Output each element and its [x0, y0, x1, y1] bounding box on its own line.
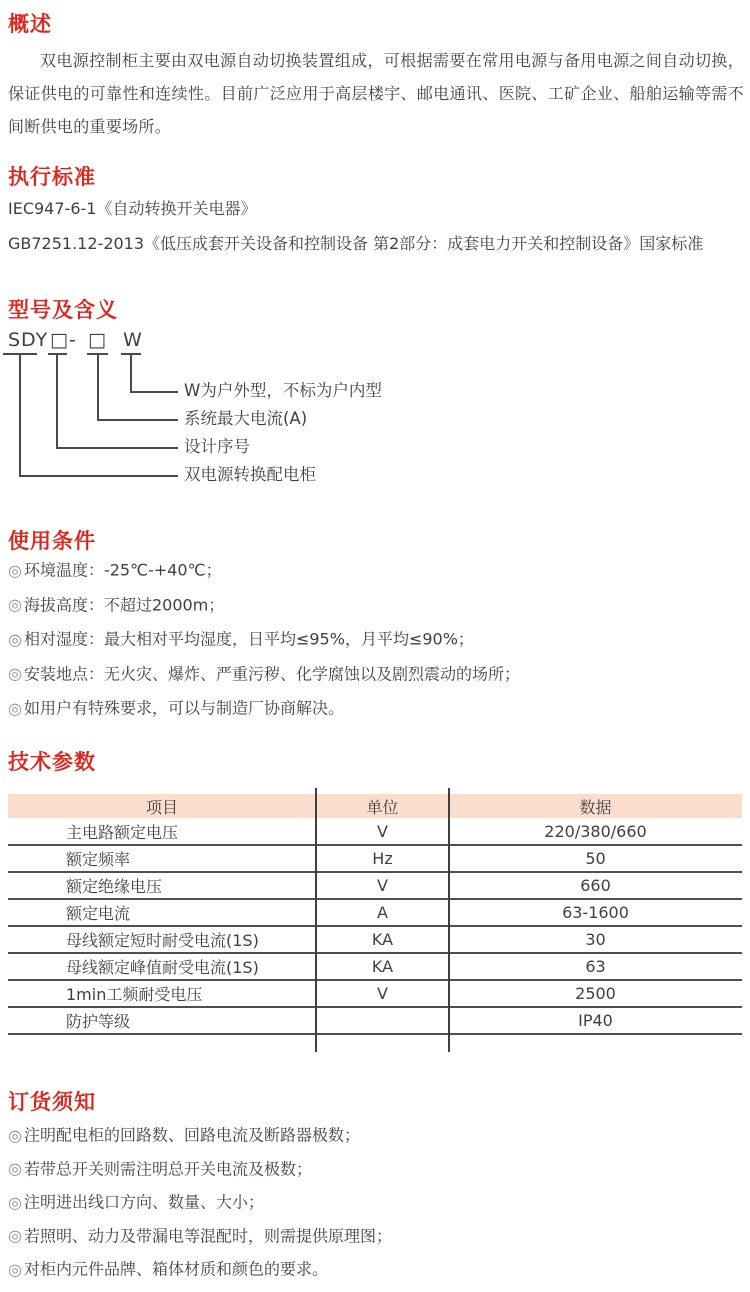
- condition-item: [8, 664, 744, 685]
- bullet-icon: ◎: [8, 1159, 22, 1178]
- ordering-text: 注明进出线口方向、数量、大小；: [23, 1192, 264, 1212]
- ordering-item: [8, 1259, 744, 1280]
- table-header-row: [8, 794, 742, 818]
- table-row: [8, 1007, 742, 1034]
- condition-item: [8, 560, 744, 581]
- table-row: [8, 899, 742, 926]
- cell-unit: V: [316, 980, 449, 1007]
- diagram-vline: [19, 353, 21, 477]
- cell-unit: KA: [316, 953, 449, 980]
- overview-paragraph: 双电源控制柜主要由双电源自动切换装置组成，可根据需要在常用电源与备用电源之间自动切换，保证供电的可靠性和连续性。目前广泛应用于高层楼宇、邮电通讯、医院、工矿企业、船舶运输等需不间断供电的重要场所。: [8, 51, 744, 136]
- section-heading-specs: 技术参数: [8, 750, 96, 774]
- cell-value: 63-1600: [449, 899, 742, 926]
- condition-text: 安装地点：无火灾、爆炸、严重污秽、化学腐蚀以及剧烈震动的场所；: [23, 664, 520, 683]
- ordering-list: [8, 1125, 744, 1292]
- bullet-icon: ◎: [8, 1259, 22, 1279]
- ordering-text: 注明配电柜的回路数、回路电流及断路器极数；: [23, 1125, 360, 1145]
- condition-text: 海拔高度：不超过2000m；: [23, 595, 225, 614]
- condition-text: 相对湿度：最大相对平均湿度，日平均≤95%，月平均≤90%；: [23, 629, 474, 649]
- model-label: 双电源转换配电柜: [184, 465, 316, 484]
- cell-unit: A: [316, 899, 449, 926]
- col-header-item: 项目: [8, 794, 316, 818]
- condition-item: [8, 629, 744, 650]
- diagram-pointer: [56, 447, 178, 449]
- cell-item: 1min工频耐受电压: [8, 980, 316, 1007]
- condition-text: 如用户有特殊要求，可以与制造厂协商解决。: [23, 698, 344, 718]
- cell-unit: Hz: [316, 845, 449, 872]
- model-label: W为户外型，不标为户内型: [184, 381, 382, 400]
- condition-text: 环境温度：-25℃-+40℃；: [23, 560, 222, 580]
- cell-item: 额定电流: [8, 899, 316, 926]
- cell-item: 额定绝缘电压: [8, 872, 316, 899]
- ordering-item: [8, 1226, 744, 1247]
- ordering-text: 对柜内元件品牌、箱体材质和颜色的要求。: [23, 1259, 328, 1279]
- table-row: [8, 845, 742, 872]
- model-code-box1: □-: [50, 329, 77, 351]
- col-header-value: 数据: [449, 794, 742, 818]
- cell-item: 母线额定峰值耐受电流(1S): [8, 953, 316, 980]
- bullet-icon: ◎: [8, 1192, 22, 1212]
- col-header-unit: 单位: [316, 794, 449, 818]
- bullet-icon: ◎: [8, 629, 22, 649]
- cell-item: 母线额定短时耐受电流(1S): [8, 926, 316, 953]
- cell-item: 防护等级: [8, 1007, 316, 1034]
- table-column-divider: [448, 788, 450, 1052]
- bullet-icon: ◎: [8, 560, 22, 580]
- cell-unit: V: [316, 818, 449, 845]
- cell-value: 660: [449, 872, 742, 899]
- conditions-list: [8, 560, 744, 733]
- ordering-item: [8, 1125, 744, 1146]
- model-label: 系统最大电流(A): [184, 409, 308, 428]
- model-code-box2: □: [88, 329, 107, 351]
- table-column-divider: [315, 788, 317, 1052]
- cell-unit: V: [316, 872, 449, 899]
- diagram-vline: [97, 353, 99, 421]
- bullet-icon: ◎: [8, 1125, 22, 1145]
- cell-value: 2500: [449, 980, 742, 1007]
- condition-item: [8, 698, 744, 719]
- bullet-icon: ◎: [8, 698, 22, 718]
- cell-unit: [316, 1007, 449, 1034]
- cell-value: IP40: [449, 1007, 742, 1034]
- cell-value: 30: [449, 926, 742, 953]
- cell-value: 50: [449, 845, 742, 872]
- model-code-suffix: W: [123, 329, 143, 351]
- diagram-pointer: [130, 391, 178, 393]
- cell-item: 额定频率: [8, 845, 316, 872]
- condition-item: [8, 595, 744, 616]
- table-row: [8, 980, 742, 1007]
- diagram-vline: [56, 353, 58, 449]
- ordering-text: 若照明、动力及带漏电等混配时，则需提供原理图；: [23, 1226, 392, 1245]
- table-row: [8, 926, 742, 953]
- cell-value: 220/380/660: [449, 818, 742, 845]
- table-row: [8, 818, 742, 845]
- table-row: [8, 953, 742, 980]
- bullet-icon: ◎: [8, 664, 22, 683]
- ordering-item: [8, 1192, 744, 1213]
- section-heading-standards: 执行标准: [8, 165, 96, 189]
- table-row: [8, 872, 742, 899]
- section-heading-model: 型号及含义: [8, 298, 118, 322]
- cell-value: 63: [449, 953, 742, 980]
- standard-line: GB7251.12-2013《低压成套开关设备和控制设备 第2部分：成套电力开关和控制设备》国家标准: [8, 234, 704, 253]
- spec-table: [8, 794, 742, 1035]
- diagram-pointer: [97, 419, 178, 421]
- cell-item: 主电路额定电压: [8, 818, 316, 845]
- standard-line: IEC947-6-1《自动转换开关电器》: [8, 199, 257, 218]
- diagram-pointer: [19, 475, 178, 477]
- section-heading-overview: 概述: [8, 12, 52, 36]
- ordering-item: [8, 1159, 744, 1180]
- ordering-text: 若带总开关则需注明总开关电流及极数；: [23, 1159, 312, 1178]
- model-code-prefix: SDY: [8, 329, 49, 351]
- section-heading-ordering: 订货须知: [8, 1090, 96, 1114]
- section-heading-conditions: 使用条件: [8, 529, 96, 553]
- cell-unit: KA: [316, 926, 449, 953]
- diagram-vline: [130, 353, 132, 393]
- model-label: 设计序号: [184, 437, 250, 456]
- bullet-icon: ◎: [8, 595, 22, 614]
- bullet-icon: ◎: [8, 1226, 22, 1245]
